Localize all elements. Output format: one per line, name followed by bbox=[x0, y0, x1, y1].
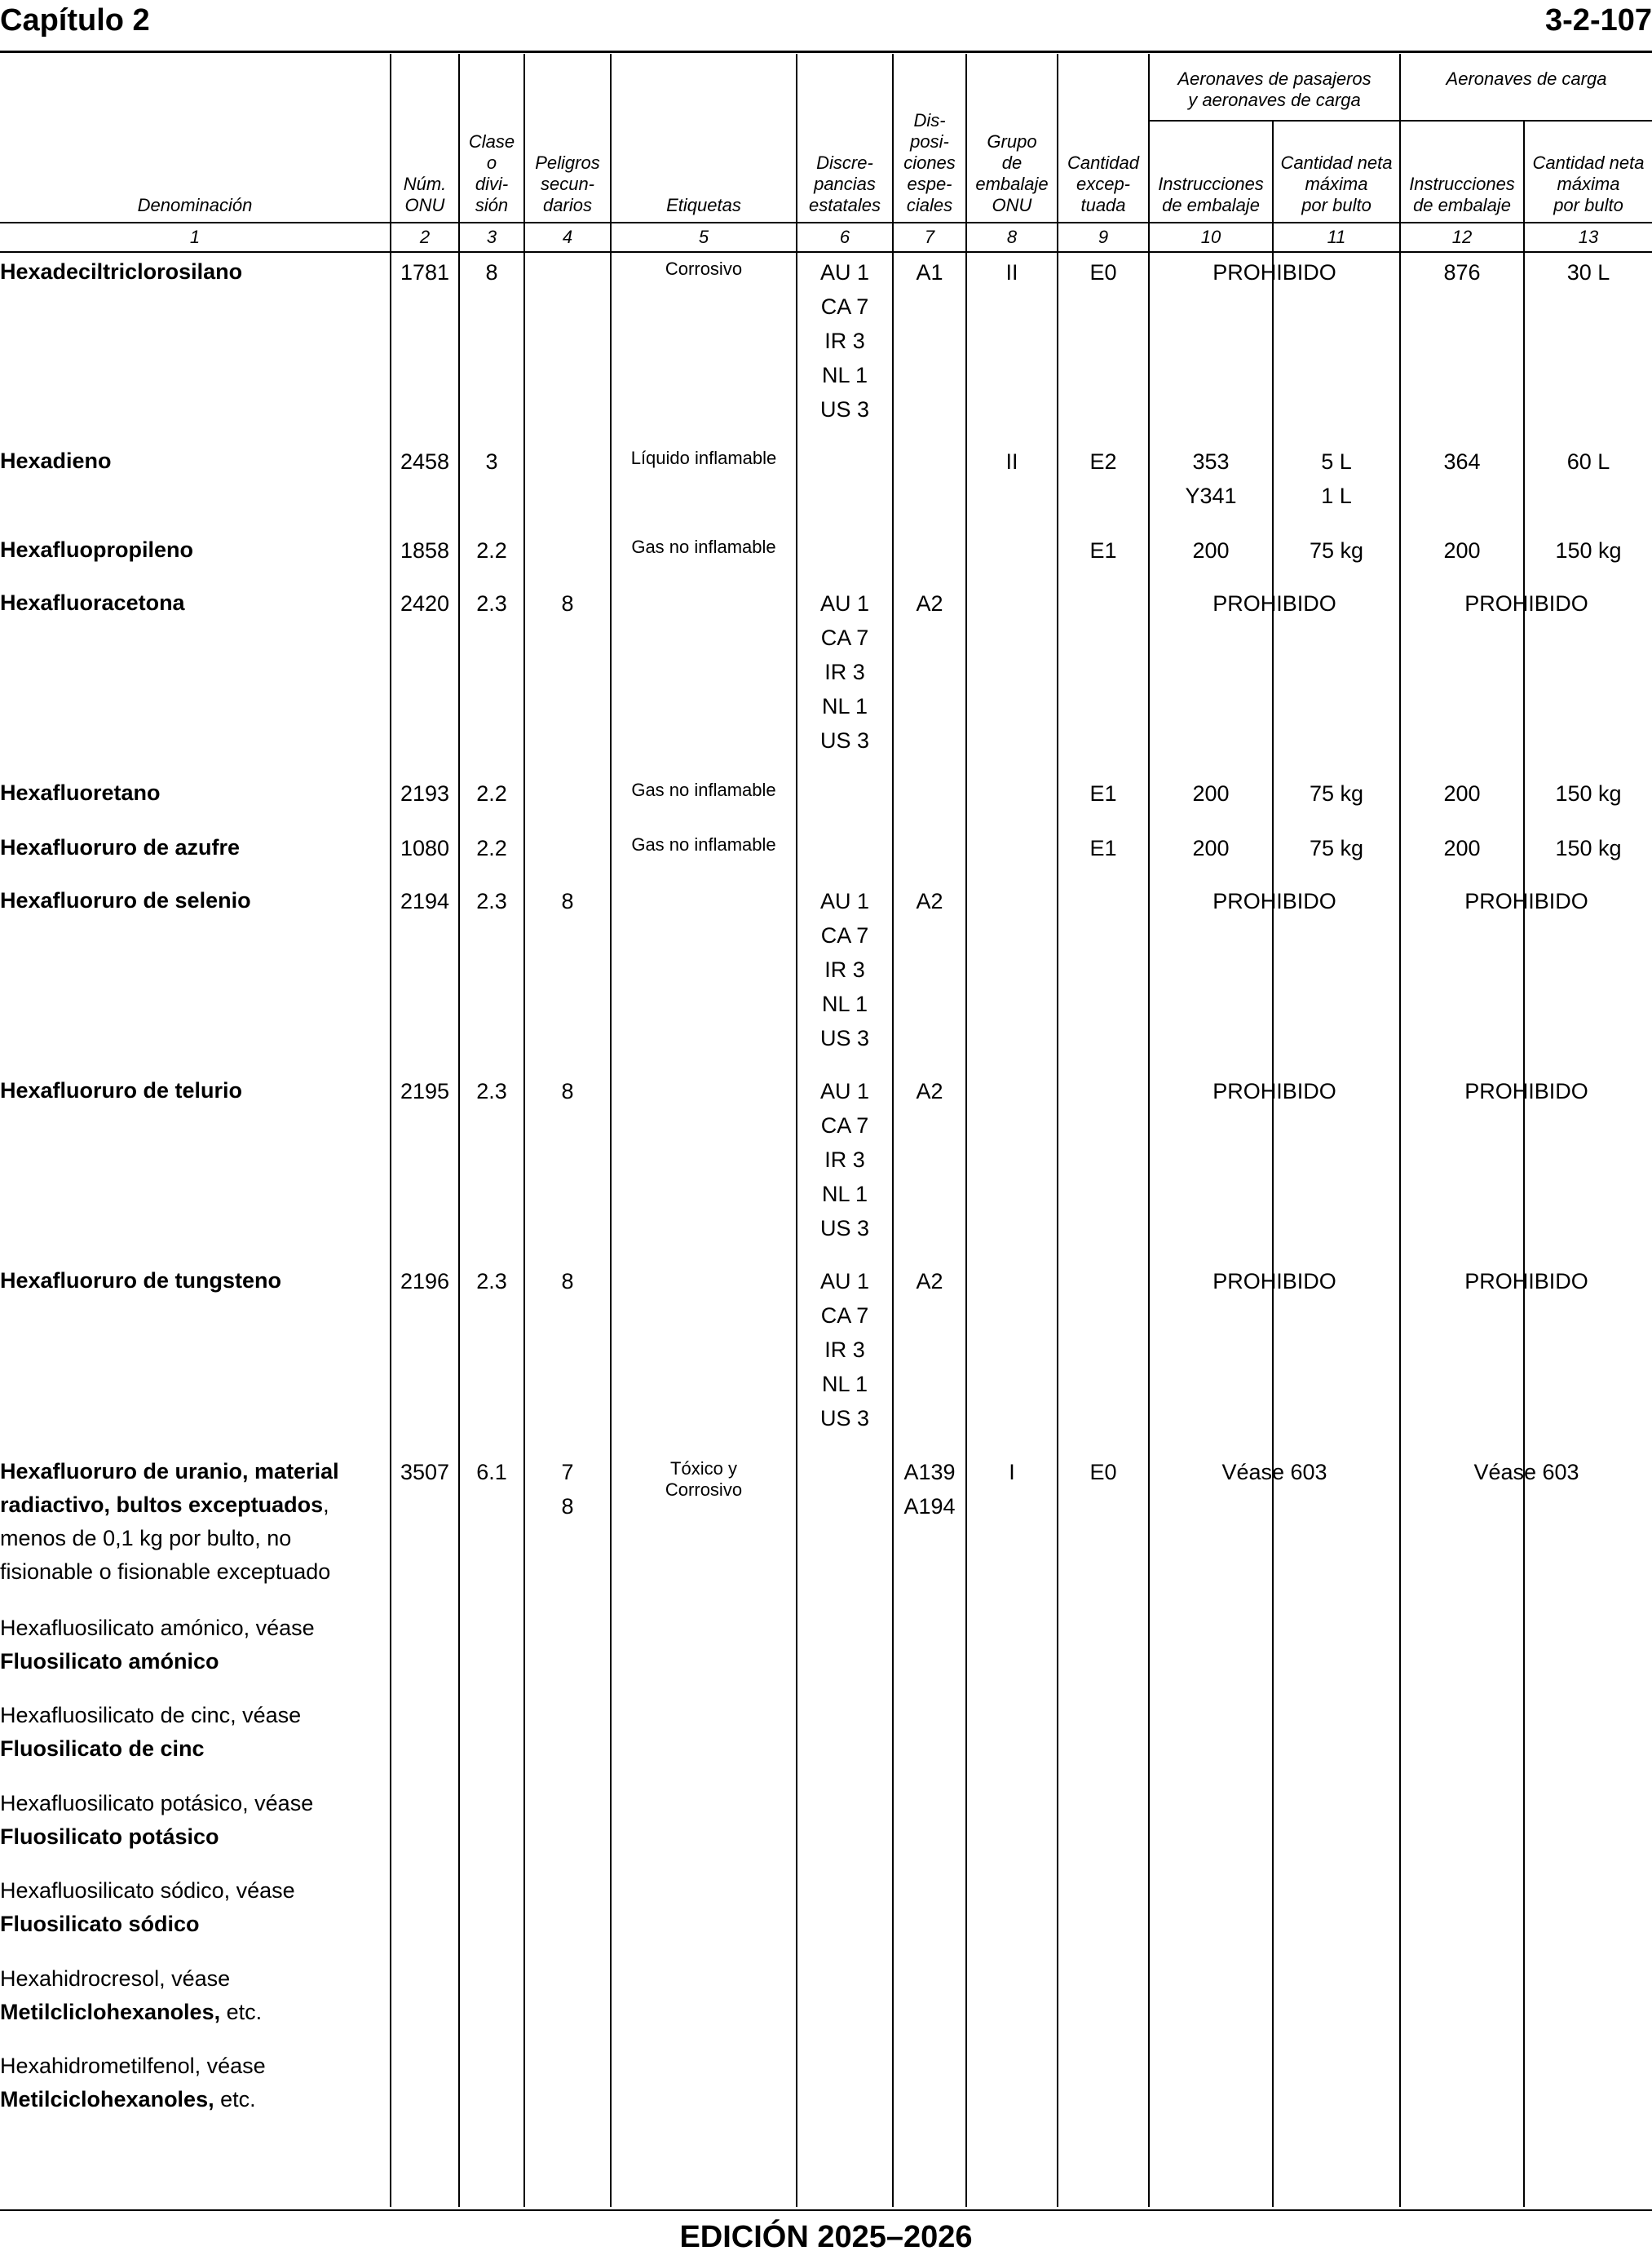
column-header-line: ONU bbox=[992, 195, 1032, 215]
column-header-line: ONU bbox=[404, 195, 445, 215]
un-number: 2194 bbox=[400, 889, 450, 913]
cao-packing-instruction-line: 876 bbox=[1443, 260, 1481, 285]
column-divider bbox=[1272, 121, 1274, 2207]
hazard-label bbox=[612, 1458, 796, 1501]
subsidiary-hazard-line: 8 bbox=[561, 1269, 574, 1293]
cross-reference-target-line bbox=[0, 1908, 383, 1941]
pax-packing-instruction bbox=[1150, 533, 1272, 568]
substance-name-bold: Hexafluoruro de uranio, material radiactivo, bultos exceptuados bbox=[0, 1459, 339, 1517]
special-provision-line: A139 bbox=[903, 1460, 956, 1484]
cao-restriction: Véase 603 bbox=[1473, 1460, 1579, 1484]
column-header-line: por bulto bbox=[1553, 195, 1623, 215]
substance-name: Hexafluopropileno bbox=[0, 537, 194, 562]
cross-reference-suffix: etc. bbox=[214, 2087, 256, 2111]
column-number-rule bbox=[0, 251, 1652, 253]
subsidiary-hazard-line: 8 bbox=[561, 889, 574, 913]
column-number: 9 bbox=[1098, 227, 1109, 247]
hazard-class: 2.2 bbox=[476, 538, 507, 563]
cross-reference-target: Fluosilicato potásico bbox=[0, 1824, 219, 1849]
state-variation-line: US 3 bbox=[819, 1216, 870, 1240]
group-header-rule bbox=[1150, 120, 1652, 122]
substance-name: Hexadieno bbox=[0, 449, 112, 473]
column-header-line: posi- bbox=[910, 131, 949, 152]
group-header-cargo bbox=[1401, 69, 1652, 90]
cao-max-quantity-line: 60 L bbox=[1566, 449, 1610, 474]
cao-packing-instruction bbox=[1401, 533, 1523, 568]
hazard-label-line: Gas no inflamable bbox=[631, 537, 776, 557]
cross-reference bbox=[0, 2050, 383, 2116]
state-variation-line: AU 1 bbox=[819, 591, 870, 616]
pax-max-quantity-line: 75 kg bbox=[1309, 836, 1364, 860]
header-rule bbox=[0, 51, 1652, 53]
column-header-line: Peligros bbox=[535, 153, 600, 173]
column-header-line: espe- bbox=[907, 174, 952, 194]
cross-reference-target: Metilcliclohexanoles, bbox=[0, 2000, 221, 2024]
cross-reference bbox=[0, 1612, 383, 1678]
column-header bbox=[391, 174, 458, 216]
packing-group: I bbox=[1009, 1460, 1015, 1484]
column-header bbox=[1401, 174, 1523, 216]
state-variation bbox=[797, 1264, 892, 1435]
substance-name: Hexafluoruro de azufre bbox=[0, 835, 241, 860]
column-header bbox=[525, 153, 610, 216]
column-header-line: máxima bbox=[1305, 174, 1368, 194]
cross-reference-text: Hexafluosilicato potásico, véase bbox=[0, 1791, 314, 1815]
header-bottom-rule bbox=[0, 222, 1652, 223]
hazard-class: 2.3 bbox=[476, 889, 507, 913]
subsidiary-hazard bbox=[525, 884, 610, 918]
cao-max-quantity-line: 30 L bbox=[1566, 260, 1610, 285]
special-provision-line: A2 bbox=[916, 1079, 943, 1103]
column-number: 8 bbox=[1006, 227, 1018, 247]
un-number: 1781 bbox=[400, 260, 450, 285]
state-variation-line: AU 1 bbox=[819, 1079, 870, 1103]
excepted-quantity: E2 bbox=[1089, 449, 1117, 474]
column-number: 12 bbox=[1451, 227, 1473, 247]
column-header-line: Grupo bbox=[987, 131, 1037, 152]
cross-reference-text: Hexahidrocresol, véase bbox=[0, 1966, 231, 1991]
column-header bbox=[1150, 174, 1272, 216]
column-header-line: embalaje bbox=[975, 174, 1049, 194]
column-divider bbox=[1148, 54, 1150, 2207]
cross-reference-text: Hexafluosilicato sódico, véase bbox=[0, 1878, 295, 1903]
cross-reference bbox=[0, 1787, 383, 1854]
chapter-title: Capítulo 2 bbox=[0, 3, 150, 38]
special-provision bbox=[894, 1264, 965, 1298]
state-variation-line: IR 3 bbox=[824, 1338, 865, 1362]
pax-max-quantity-line: 1 L bbox=[1321, 484, 1352, 508]
column-divider bbox=[1523, 121, 1525, 2207]
special-provision bbox=[894, 1074, 965, 1108]
column-header-line: Denominación bbox=[137, 195, 253, 215]
special-provision bbox=[894, 255, 965, 290]
subsidiary-hazard-line: 8 bbox=[561, 591, 574, 616]
state-variation-line: AU 1 bbox=[819, 1269, 870, 1293]
column-divider bbox=[610, 54, 612, 2207]
hazard-label-line: Tóxico y bbox=[670, 1458, 737, 1479]
packing-group: II bbox=[1005, 449, 1018, 474]
un-number: 2193 bbox=[400, 781, 450, 806]
substance-name: Hexafluoruro de tungsteno bbox=[0, 1268, 282, 1293]
pax-max-quantity bbox=[1274, 533, 1399, 568]
special-provision-line: A2 bbox=[916, 889, 943, 913]
column-header-line: Discre- bbox=[816, 153, 873, 173]
pax-max-quantity-line: 75 kg bbox=[1309, 538, 1364, 563]
column-header-line: de bbox=[1001, 153, 1023, 173]
column-number: 13 bbox=[1578, 227, 1599, 247]
column-header-line: Instrucciones bbox=[1158, 174, 1264, 194]
pax-packing-instruction bbox=[1150, 831, 1272, 865]
column-header-line: tuada bbox=[1080, 195, 1126, 215]
hazard-class: 6.1 bbox=[476, 1460, 507, 1484]
column-header bbox=[0, 195, 390, 216]
cao-max-quantity-line: 150 kg bbox=[1555, 538, 1622, 563]
excepted-quantity: E1 bbox=[1089, 836, 1117, 860]
group-header-line: y aeronaves de carga bbox=[1188, 90, 1361, 110]
cross-reference-target: Fluosilicato sódico bbox=[0, 1912, 200, 1936]
cao-restriction: PROHIBIDO bbox=[1464, 889, 1588, 913]
pax-max-quantity-line: 75 kg bbox=[1309, 781, 1364, 806]
cao-max-quantity bbox=[1525, 444, 1652, 479]
column-number: 2 bbox=[419, 227, 431, 247]
un-number: 2196 bbox=[400, 1269, 450, 1293]
state-variation-line: NL 1 bbox=[821, 992, 868, 1016]
subsidiary-hazard bbox=[525, 1074, 610, 1108]
cao-restriction: PROHIBIDO bbox=[1464, 1269, 1588, 1293]
hazard-class: 8 bbox=[485, 260, 498, 285]
state-variation-line: IR 3 bbox=[824, 329, 865, 353]
hazard-class: 2.2 bbox=[476, 781, 507, 806]
special-provision-line: A2 bbox=[916, 1269, 943, 1293]
state-variation-line: US 3 bbox=[819, 728, 870, 753]
column-header bbox=[1274, 153, 1399, 216]
column-divider bbox=[892, 54, 894, 2207]
special-provision-line: A2 bbox=[916, 591, 943, 616]
state-variation-line: NL 1 bbox=[821, 1372, 868, 1396]
column-header bbox=[1058, 153, 1148, 216]
column-header-line: ciones bbox=[903, 153, 956, 173]
pax-restriction: PROHIBIDO bbox=[1212, 591, 1336, 616]
column-header-line: Clase bbox=[468, 131, 515, 152]
group-header-passenger bbox=[1150, 69, 1399, 111]
special-provision bbox=[894, 586, 965, 621]
special-provision bbox=[894, 1455, 965, 1523]
subsidiary-hazard bbox=[525, 586, 610, 621]
column-header-line: Dis- bbox=[913, 110, 946, 130]
column-header bbox=[894, 110, 965, 216]
special-provision-line: A194 bbox=[903, 1494, 956, 1519]
column-header-line: estatales bbox=[808, 195, 881, 215]
hazard-label-line: Gas no inflamable bbox=[631, 780, 776, 800]
hazard-class: 2.3 bbox=[476, 1269, 507, 1293]
pax-packing-instruction-line: Y341 bbox=[1185, 484, 1237, 508]
special-provision-line: A1 bbox=[916, 260, 943, 285]
state-variation-line: US 3 bbox=[819, 1406, 870, 1430]
column-header-line: darios bbox=[543, 195, 592, 215]
cao-max-quantity bbox=[1525, 831, 1652, 865]
column-number: 3 bbox=[486, 227, 497, 247]
state-variation-line: AU 1 bbox=[819, 889, 870, 913]
column-header-line: máxima bbox=[1557, 174, 1620, 194]
cross-reference-target: Fluosilicato de cinc bbox=[0, 1736, 205, 1761]
column-header-line: Cantidad bbox=[1067, 153, 1140, 173]
cao-packing-instruction-line: 364 bbox=[1443, 449, 1481, 474]
state-variation-line: CA 7 bbox=[820, 1113, 869, 1138]
cross-reference bbox=[0, 1962, 383, 2029]
state-variation bbox=[797, 1074, 892, 1245]
column-header-line: por bulto bbox=[1301, 195, 1372, 215]
state-variation-line: US 3 bbox=[819, 397, 870, 422]
column-divider bbox=[1399, 54, 1401, 2207]
un-number: 2195 bbox=[400, 1079, 450, 1103]
column-header-line: Instrucciones bbox=[1409, 174, 1515, 194]
cross-reference-target: Fluosilicato amónico bbox=[0, 1649, 219, 1674]
hazard-label bbox=[612, 448, 796, 469]
substance-name bbox=[0, 1455, 383, 1589]
cao-restriction: PROHIBIDO bbox=[1464, 591, 1588, 616]
hazard-label-line: Corrosivo bbox=[665, 1479, 743, 1500]
column-header-line: excep- bbox=[1076, 174, 1131, 194]
cross-reference-target-line bbox=[0, 2083, 383, 2116]
subsidiary-hazard bbox=[525, 1264, 610, 1298]
pax-restriction: PROHIBIDO bbox=[1212, 889, 1336, 913]
cross-reference-suffix: etc. bbox=[220, 2000, 263, 2024]
pax-restriction: PROHIBIDO bbox=[1212, 260, 1336, 285]
cross-reference-text: Hexafluosilicato amónico, véase bbox=[0, 1616, 315, 1640]
column-header bbox=[797, 153, 892, 216]
subsidiary-hazard bbox=[525, 1455, 610, 1523]
state-variation-line: NL 1 bbox=[821, 1182, 868, 1206]
column-divider bbox=[965, 54, 967, 2207]
hazard-class: 2.3 bbox=[476, 591, 507, 616]
pax-max-quantity bbox=[1274, 444, 1399, 513]
hazard-label-line: Líquido inflamable bbox=[630, 448, 777, 468]
column-header bbox=[967, 131, 1057, 216]
cross-reference-text: Hexafluosilicato de cinc, véase bbox=[0, 1703, 302, 1727]
hazard-label-line: Gas no inflamable bbox=[631, 834, 776, 855]
state-variation-line: US 3 bbox=[819, 1026, 870, 1050]
pax-max-quantity bbox=[1274, 831, 1399, 865]
column-header-line: de embalaje bbox=[1162, 195, 1260, 215]
hazard-class: 3 bbox=[485, 449, 498, 474]
excepted-quantity: E0 bbox=[1089, 260, 1117, 285]
cross-reference-target-line bbox=[0, 1645, 383, 1678]
column-header bbox=[1525, 153, 1652, 216]
cao-max-quantity bbox=[1525, 255, 1652, 290]
cross-reference-target-line bbox=[0, 1732, 383, 1766]
subsidiary-hazard-line: 7 bbox=[561, 1460, 574, 1484]
column-header-line: ciales bbox=[906, 195, 953, 215]
subsidiary-hazard-line: 8 bbox=[561, 1494, 574, 1519]
pax-packing-instruction bbox=[1150, 776, 1272, 811]
un-number: 2458 bbox=[400, 449, 450, 474]
state-variation-line: AU 1 bbox=[819, 260, 870, 285]
pax-max-quantity bbox=[1274, 776, 1399, 811]
column-header-line: de embalaje bbox=[1413, 195, 1511, 215]
column-header-line: secun- bbox=[540, 174, 595, 194]
column-number: 5 bbox=[698, 227, 709, 247]
excepted-quantity: E1 bbox=[1089, 781, 1117, 806]
column-number: 6 bbox=[839, 227, 850, 247]
substance-name-rest: , menos de 0,1 kg por bulto, no fisionable o fisionable exceptuado bbox=[0, 1492, 331, 1584]
hazard-label bbox=[612, 259, 796, 280]
state-variation bbox=[797, 586, 892, 758]
group-header-line: Aeronaves de carga bbox=[1446, 69, 1607, 89]
cao-max-quantity bbox=[1525, 776, 1652, 811]
column-header-line: Núm. bbox=[403, 174, 447, 194]
pax-restriction: PROHIBIDO bbox=[1212, 1269, 1336, 1293]
state-variation-line: CA 7 bbox=[820, 1303, 869, 1328]
substance-name: Hexadeciltriclorosilano bbox=[0, 259, 243, 284]
un-number: 3507 bbox=[400, 1460, 450, 1484]
state-variation-line: NL 1 bbox=[821, 694, 868, 719]
cao-packing-instruction-line: 200 bbox=[1443, 781, 1481, 806]
pax-restriction: Véase 603 bbox=[1221, 1460, 1327, 1484]
cross-reference-target-line bbox=[0, 1996, 383, 2029]
page-number: 3-2-107 bbox=[1545, 3, 1652, 38]
column-divider bbox=[1057, 54, 1058, 2207]
excepted-quantity: E0 bbox=[1089, 1460, 1117, 1484]
cross-reference-text: Hexahidrometilfenol, véase bbox=[0, 2054, 266, 2078]
cao-restriction: PROHIBIDO bbox=[1464, 1079, 1588, 1103]
substance-name: Hexafluoracetona bbox=[0, 590, 185, 615]
un-number: 2420 bbox=[400, 591, 450, 616]
pax-packing-instruction-line: 200 bbox=[1192, 538, 1230, 563]
cao-packing-instruction bbox=[1401, 444, 1523, 479]
state-variation bbox=[797, 884, 892, 1055]
column-header-line: Cantidad neta bbox=[1280, 153, 1393, 173]
cao-max-quantity bbox=[1525, 533, 1652, 568]
substance-name: Hexafluoruro de telurio bbox=[0, 1078, 243, 1103]
special-provision bbox=[894, 884, 965, 918]
edition-footer: EDICIÓN 2025–2026 bbox=[679, 2220, 973, 2254]
column-header-line: pancias bbox=[814, 174, 876, 194]
hazard-class: 2.2 bbox=[476, 836, 507, 860]
state-variation-line: NL 1 bbox=[821, 363, 868, 387]
hazard-class: 2.3 bbox=[476, 1079, 507, 1103]
substance-name: Hexafluoruro de selenio bbox=[0, 888, 251, 913]
cross-reference-target-line bbox=[0, 1820, 383, 1854]
column-header-line: Cantidad neta bbox=[1532, 153, 1645, 173]
column-divider bbox=[458, 54, 460, 2207]
column-number: 4 bbox=[562, 227, 573, 247]
un-number: 1858 bbox=[400, 538, 450, 563]
state-variation-line: IR 3 bbox=[824, 1147, 865, 1172]
subsidiary-hazard-line: 8 bbox=[561, 1079, 574, 1103]
hazard-label-line: Corrosivo bbox=[665, 259, 743, 279]
packing-group: II bbox=[1005, 260, 1018, 285]
cao-packing-instruction bbox=[1401, 831, 1523, 865]
column-number: 11 bbox=[1327, 227, 1346, 247]
state-variation-line: CA 7 bbox=[820, 923, 869, 948]
group-header-line: Aeronaves de pasajeros bbox=[1177, 69, 1372, 89]
column-header-line: divi- bbox=[475, 174, 509, 194]
hazard-label bbox=[612, 834, 796, 856]
pax-packing-instruction-line: 200 bbox=[1192, 836, 1230, 860]
column-header-line: sión bbox=[475, 195, 509, 215]
substance-name: Hexafluoretano bbox=[0, 780, 161, 805]
pax-packing-instruction-line: 353 bbox=[1192, 449, 1230, 474]
cao-packing-instruction bbox=[1401, 255, 1523, 290]
state-variation-line: CA 7 bbox=[820, 294, 869, 319]
excepted-quantity: E1 bbox=[1089, 538, 1117, 563]
column-number: 10 bbox=[1200, 227, 1221, 247]
hazard-label bbox=[612, 537, 796, 558]
cross-reference-target: Metilciclohexanoles, bbox=[0, 2087, 214, 2111]
column-header bbox=[460, 131, 523, 216]
cross-reference bbox=[0, 1699, 383, 1766]
footer-rule bbox=[0, 2209, 1652, 2211]
cross-reference bbox=[0, 1874, 383, 1941]
column-number: 1 bbox=[189, 227, 201, 247]
un-number: 1080 bbox=[400, 836, 450, 860]
cao-packing-instruction-line: 200 bbox=[1443, 538, 1481, 563]
pax-packing-instruction-line: 200 bbox=[1192, 781, 1230, 806]
column-number: 7 bbox=[924, 227, 935, 247]
pax-restriction: PROHIBIDO bbox=[1212, 1079, 1336, 1103]
column-divider bbox=[523, 54, 525, 2207]
column-divider bbox=[390, 54, 391, 2207]
cao-packing-instruction bbox=[1401, 776, 1523, 811]
hazard-label bbox=[612, 780, 796, 801]
cao-max-quantity-line: 150 kg bbox=[1555, 836, 1622, 860]
state-variation-line: CA 7 bbox=[820, 626, 869, 650]
state-variation bbox=[797, 255, 892, 427]
column-header-line: Etiquetas bbox=[666, 195, 741, 215]
state-variation-line: IR 3 bbox=[824, 957, 865, 982]
cao-max-quantity-line: 150 kg bbox=[1555, 781, 1622, 806]
pax-packing-instruction bbox=[1150, 444, 1272, 513]
column-header-line: o bbox=[486, 153, 497, 173]
pax-max-quantity-line: 5 L bbox=[1321, 449, 1352, 474]
cao-packing-instruction-line: 200 bbox=[1443, 836, 1481, 860]
state-variation-line: IR 3 bbox=[824, 660, 865, 684]
column-header bbox=[612, 195, 796, 216]
